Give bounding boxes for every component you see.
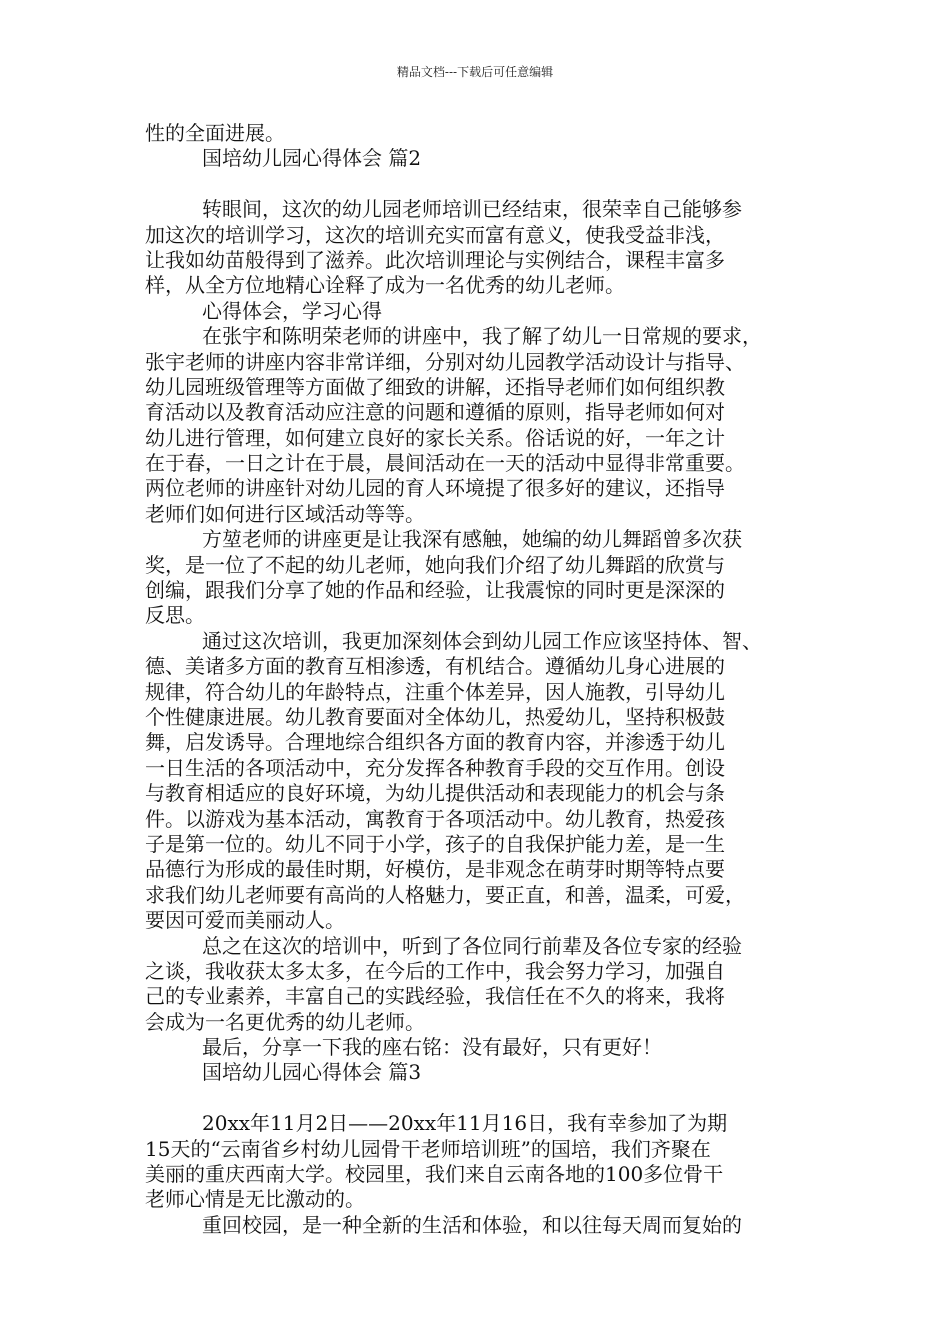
text-line: 国培幼儿园心得体会 篇2 <box>202 146 422 171</box>
text-line: 两位老师的讲座针对幼儿园的育人环境提了很多好的建议，还指导 <box>145 476 725 501</box>
text-line: 个性健康进展。幼儿教育要面对全体幼儿，热爱幼儿，坚持积极鼓 <box>145 704 725 729</box>
text-line: 20xx年11月2日——20xx年11月16日，我有幸参加了为期 <box>202 1111 728 1136</box>
text-line: 样，从全方位地精心诠释了成为一名优秀的幼儿老师。 <box>145 273 625 298</box>
text-line: 反思。 <box>145 603 205 628</box>
text-line: 心得体会，学习心得 <box>202 298 382 323</box>
text-line: 在于春，一日之计在于晨，晨间活动在一天的活动中显得非常重要。 <box>145 451 745 476</box>
text-line: 规律，符合幼儿的年龄特点，注重个体差异，因人施教，引导幼儿 <box>145 679 725 704</box>
text-line: 育活动以及教育活动应注意的问题和遵循的原则，指导老师如何对 <box>145 400 725 425</box>
text-line: 子是第一位的。幼儿不同于小学，孩子的自我保护能力差，是一生 <box>145 831 725 856</box>
text-line: 幼儿进行管理，如何建立良好的家长关系。俗话说的好，一年之计 <box>145 425 725 450</box>
blank-line <box>145 172 821 197</box>
page-header: 精品文档---下载后可任意编辑 <box>396 65 554 79</box>
text-line: 加这次的培训学习，这次的培训充实而富有意义，使我受益非浅， <box>145 222 725 247</box>
text-line: 国培幼儿园心得体会 篇3 <box>202 1060 422 1085</box>
text-line: 性的全面进展。 <box>145 121 285 145</box>
text-line: 创编，跟我们分享了她的作品和经验，让我震惊的同时更是深深的 <box>145 578 725 603</box>
text-line: 通过这次培训，我更加深刻体会到幼儿园工作应该坚持体、智、 <box>202 628 762 653</box>
text-line: 老师心情是无比激动的。 <box>145 1187 365 1212</box>
text-line: 己的专业素养，丰富自己的实践经验，我信任在不久的将来，我将 <box>145 984 725 1009</box>
text-line: 舞，启发诱导。合理地综合组织各方面的教育内容，并渗透于幼儿 <box>145 730 725 755</box>
blank-line <box>145 1086 821 1111</box>
text-line: 美丽的重庆西南大学。校园里，我们来自云南各地的100多位骨干 <box>145 1162 724 1187</box>
text-line: 奖，是一位了不起的幼儿老师，她向我们介绍了幼儿舞蹈的欣赏与 <box>145 552 725 577</box>
text-line: 与教育相适应的良好环境，为幼儿提供活动和表现能力的机会与条 <box>145 781 725 806</box>
text-line: 一日生活的各项活动中，充分发挥各种教育手段的交互作用。创设 <box>145 755 725 780</box>
text-line: 张宇老师的讲座内容非常详细，分别对幼儿园教学活动设计与指导、 <box>145 349 745 374</box>
text-line: 要因可爱而美丽动人。 <box>145 908 345 933</box>
text-line: 方堃老师的讲座更是让我深有感触，她编的幼儿舞蹈曾多次获 <box>202 527 742 552</box>
text-line: 件。以游戏为基本活动，寓教育于各项活动中。幼儿教育，热爱孩 <box>145 806 725 831</box>
text-line: 15天的“云南省乡村幼儿园骨干老师培训班”的国培，我们齐聚在 <box>145 1136 711 1161</box>
text-line: 最后，分享一下我的座右铭：没有最好，只有更好！ <box>202 1035 662 1060</box>
text-line: 在张宇和陈明荣老师的讲座中，我了解了幼儿一日常规的要求， <box>202 324 762 349</box>
text-line: 让我如幼苗般得到了滋养。此次培训理论与实例结合，课程丰富多 <box>145 247 725 272</box>
text-line: 求我们幼儿老师要有高尚的人格魅力，要正直，和善，温柔，可爱， <box>145 882 745 907</box>
text-line: 总之在这次的培训中，听到了各位同行前辈及各位专家的经验 <box>202 933 742 958</box>
text-line: 品德行为形成的最佳时期，好模仿，是非观念在萌芽时期等特点要 <box>145 857 725 882</box>
text-line: 德、美诸多方面的教育互相渗透，有机结合。遵循幼儿身心进展的 <box>145 654 725 679</box>
text-line: 重回校园，是一种全新的生活和体验，和以往每天周而复始的 <box>202 1212 742 1237</box>
text-line: 幼儿园班级管理等方面做了细致的讲解，还指导老师们如何组织教 <box>145 374 725 399</box>
text-line: 之谈，我收获太多太多，在今后的工作中，我会努力学习，加强自 <box>145 958 725 983</box>
text-line: 转眼间，这次的幼儿园老师培训已经结束，很荣幸自己能够参 <box>202 197 742 222</box>
text-line: 老师们如何进行区域活动等等。 <box>145 501 425 526</box>
document-body <box>145 121 821 1238</box>
text-line: 会成为一名更优秀的幼儿老师。 <box>145 1009 425 1034</box>
